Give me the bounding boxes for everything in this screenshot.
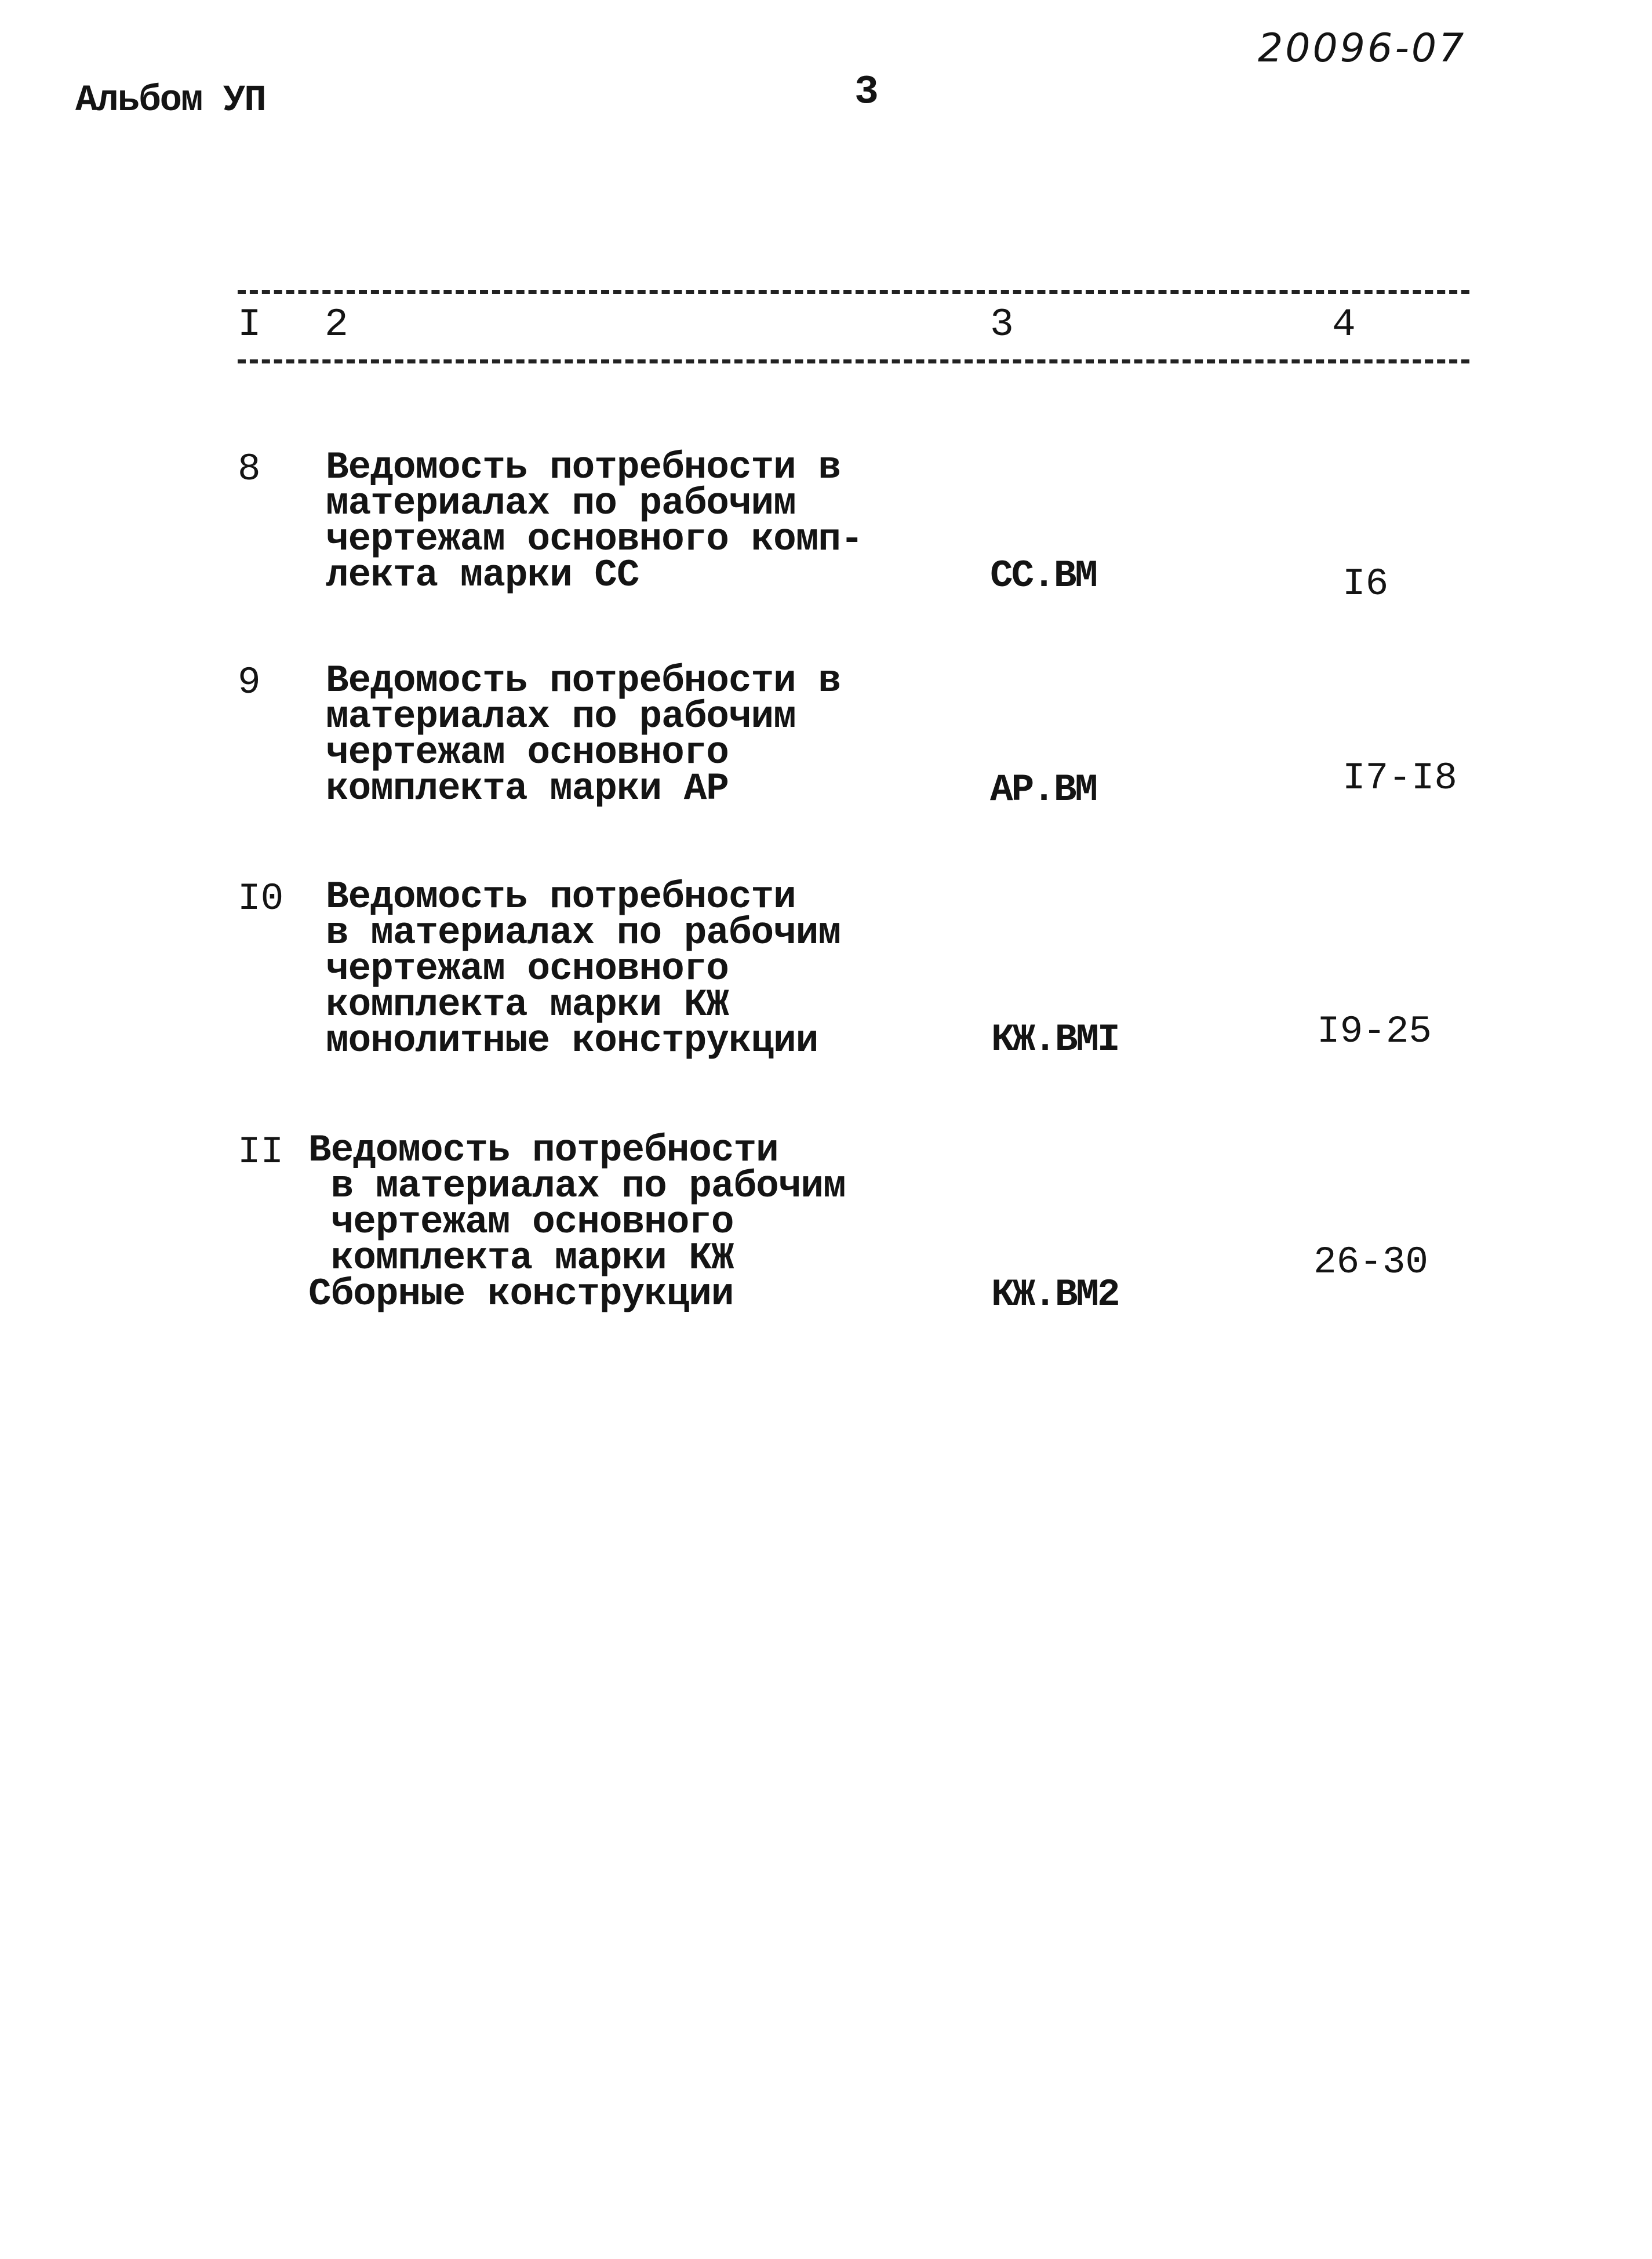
page-number: 3 [854, 70, 879, 115]
row-number: 9 [238, 661, 261, 704]
row-pages: I6 [1342, 562, 1389, 606]
row-description: Ведомость потребности в материалах по рабочим чертежам основного комплекта марки КЖ монолитные конструкции [326, 875, 840, 1063]
row-code: КЖ.ВМ2 [991, 1273, 1119, 1316]
row-code: АР.ВМ [990, 768, 1097, 812]
table-header-rule-top [238, 290, 1469, 294]
row-pages: 26-30 [1313, 1241, 1429, 1284]
row-description: Ведомость потребности в материалах по рабочим чертежам основного комплекта марки КЖ Сборные конструкции [308, 1129, 846, 1316]
row-description: Ведомость потребности в материалах по рабочим чертежам основного комп- лекта марки СС [326, 446, 863, 597]
row-code: КЖ.ВМI [991, 1018, 1119, 1061]
column-header-1: I [238, 303, 261, 347]
column-header-3: 3 [990, 303, 1014, 347]
row-pages: I7-I8 [1342, 756, 1458, 800]
column-header-2: 2 [325, 303, 348, 347]
column-header-4: 4 [1332, 303, 1356, 347]
row-number: I0 [238, 877, 284, 921]
row-description: Ведомость потребности в материалах по рабочим чертежам основного комплекта марки АР [326, 659, 840, 810]
table-header-rule-bottom [238, 359, 1469, 363]
row-code: СС.ВМ [990, 554, 1097, 598]
row-number: 8 [238, 448, 261, 491]
row-pages: I9-25 [1317, 1010, 1432, 1053]
album-title: Альбом УП [75, 80, 265, 122]
document-number: 20096-07 [1258, 26, 1467, 71]
row-number: II [238, 1130, 284, 1174]
